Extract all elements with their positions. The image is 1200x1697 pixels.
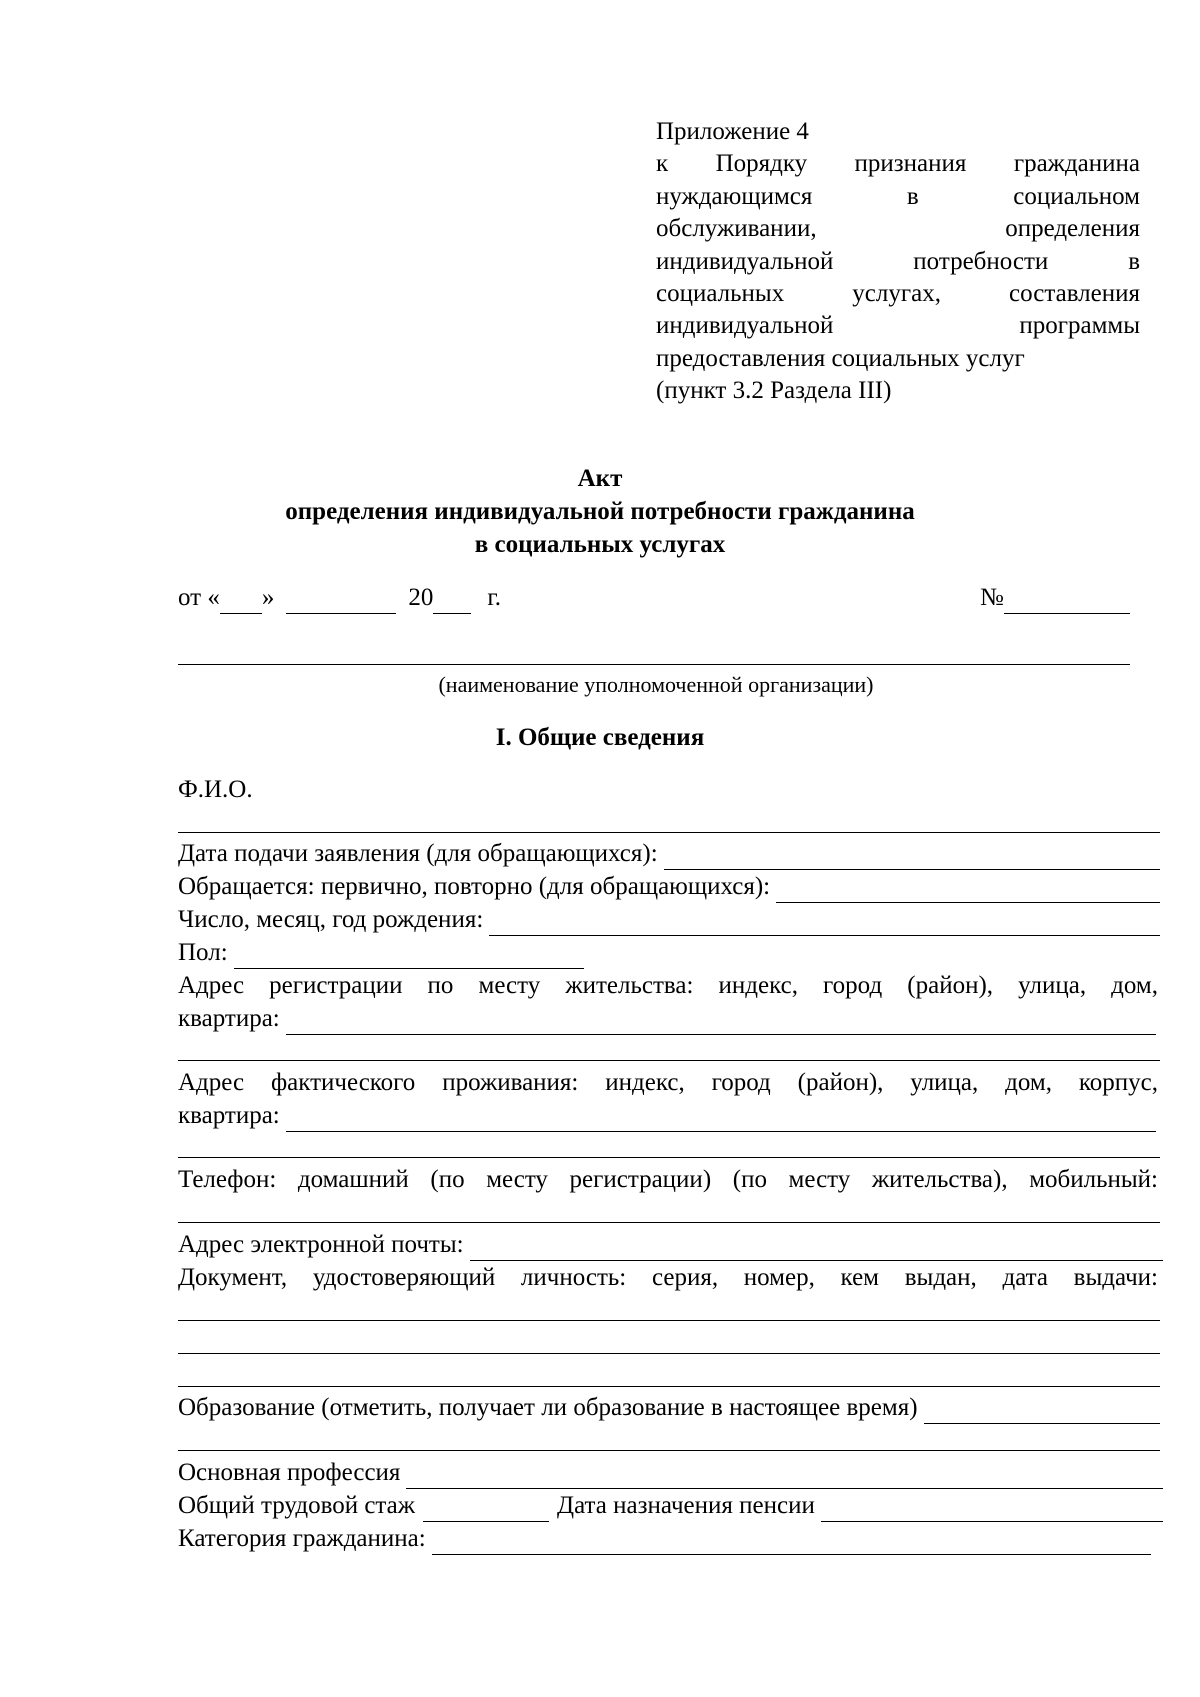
category-row [178,1523,1151,1555]
actual-apartment-row [178,1100,1156,1132]
pension-date-field[interactable] [821,1495,1163,1522]
year-prefix: 20 [408,584,434,611]
education-extra-field[interactable] [178,1450,1160,1451]
act-date-line [178,582,501,614]
fio-label: Ф.И.О. [178,776,253,803]
act-subtitle-1: определения индивидуальной потребности гражданина [285,498,915,525]
registration-address-extra-field[interactable] [178,1060,1160,1061]
annex-line: нуждающимся в социальном [656,182,1140,210]
profession-field[interactable] [406,1462,1163,1489]
sex-row [178,937,584,969]
registration-apartment-row [178,1003,1156,1035]
actual-apartment-label: квартира: [178,1102,280,1129]
birth-date-field[interactable] [489,909,1160,936]
annex-line: предоставления социальных услуг [656,344,1025,372]
email-row [178,1229,1163,1261]
actual-address-label: Адрес фактического проживания: индекс, город (район), улица, дом, корпус, [178,1069,1158,1096]
phone-label: Телефон: домашний (по месту регистрации) (по месту жительства), мобильный: [178,1166,1158,1193]
sex-field[interactable] [234,942,584,969]
annex-line: индивидуальной потребности в [656,247,1140,275]
annex-line: обслуживании, определения [656,215,1140,243]
annex-line: индивидуальной программы [656,312,1140,340]
year-suffix: г. [487,584,502,611]
act-subtitle-2: в социальных услугах [474,531,726,558]
registration-address-field[interactable] [286,1008,1156,1035]
annex-line: Приложение 4 [656,118,809,145]
number-sign: № [980,584,1004,611]
registration-address-label: Адрес регистрации по месту жительства: индекс, город (район), улица, дом, [178,972,1158,999]
day-field[interactable] [220,587,262,614]
section-heading: I. Общие сведения [495,724,705,751]
registration-apartment-label: квартира: [178,1005,280,1032]
profession-row [178,1457,1163,1489]
fio-field[interactable] [178,832,1160,833]
email-field[interactable] [470,1234,1163,1261]
year-field[interactable] [433,587,471,614]
act-number-field[interactable] [1004,587,1130,614]
act-title: Акт [577,465,623,492]
application-date-row [178,838,1160,870]
appeal-type-field[interactable] [776,876,1160,903]
id-document-field-3[interactable] [178,1386,1160,1387]
phone-field[interactable] [178,1222,1160,1223]
id-document-field-2[interactable] [178,1353,1160,1354]
month-field[interactable] [286,587,396,614]
work-experience-field[interactable] [423,1495,549,1522]
id-document-field-1[interactable] [178,1320,1160,1321]
application-date-field[interactable] [664,843,1160,870]
appeal-type-row [178,871,1160,903]
organization-caption: (наименование уполномоченной организации) [438,672,874,697]
actual-address-field[interactable] [286,1105,1156,1132]
category-field[interactable] [432,1528,1151,1555]
category-label: Категория гражданина: [178,1525,426,1552]
work-experience-label: Общий трудовой стаж [178,1492,416,1519]
education-field[interactable] [924,1397,1160,1424]
appeal-type-label: Обращается: первично, повторно (для обращающихся): [178,873,771,900]
experience-pension-row [178,1490,1163,1522]
application-date-label: Дата подачи заявления (для обращающихся): [178,840,658,867]
sex-label: Пол: [178,939,228,966]
annex-line: (пункт 3.2 Раздела III) [656,377,892,405]
actual-address-extra-field[interactable] [178,1157,1160,1158]
email-label: Адрес электронной почты: [178,1231,464,1258]
annex-line: социальных услугах, составления [656,280,1140,308]
date-from-label: от « [178,584,220,611]
education-row [178,1392,1160,1424]
annex-line: к Порядку признания гражданина [656,150,1140,178]
date-close-quote: » [261,584,275,611]
annex-block [656,116,1140,408]
education-label: Образование (отметить, получает ли образование в настоящее время) [178,1394,918,1421]
pension-date-label: Дата назначения пенсии [557,1492,815,1519]
birth-date-row [178,904,1160,936]
profession-label: Основная профессия [178,1459,401,1486]
act-number-line [980,582,1130,614]
organization-name-field[interactable] [178,664,1130,665]
birth-date-label: Число, месяц, год рождения: [178,906,484,933]
id-document-label: Документ, удостоверяющий личность: серия, номер, кем выдан, дата выдачи: [178,1264,1158,1291]
